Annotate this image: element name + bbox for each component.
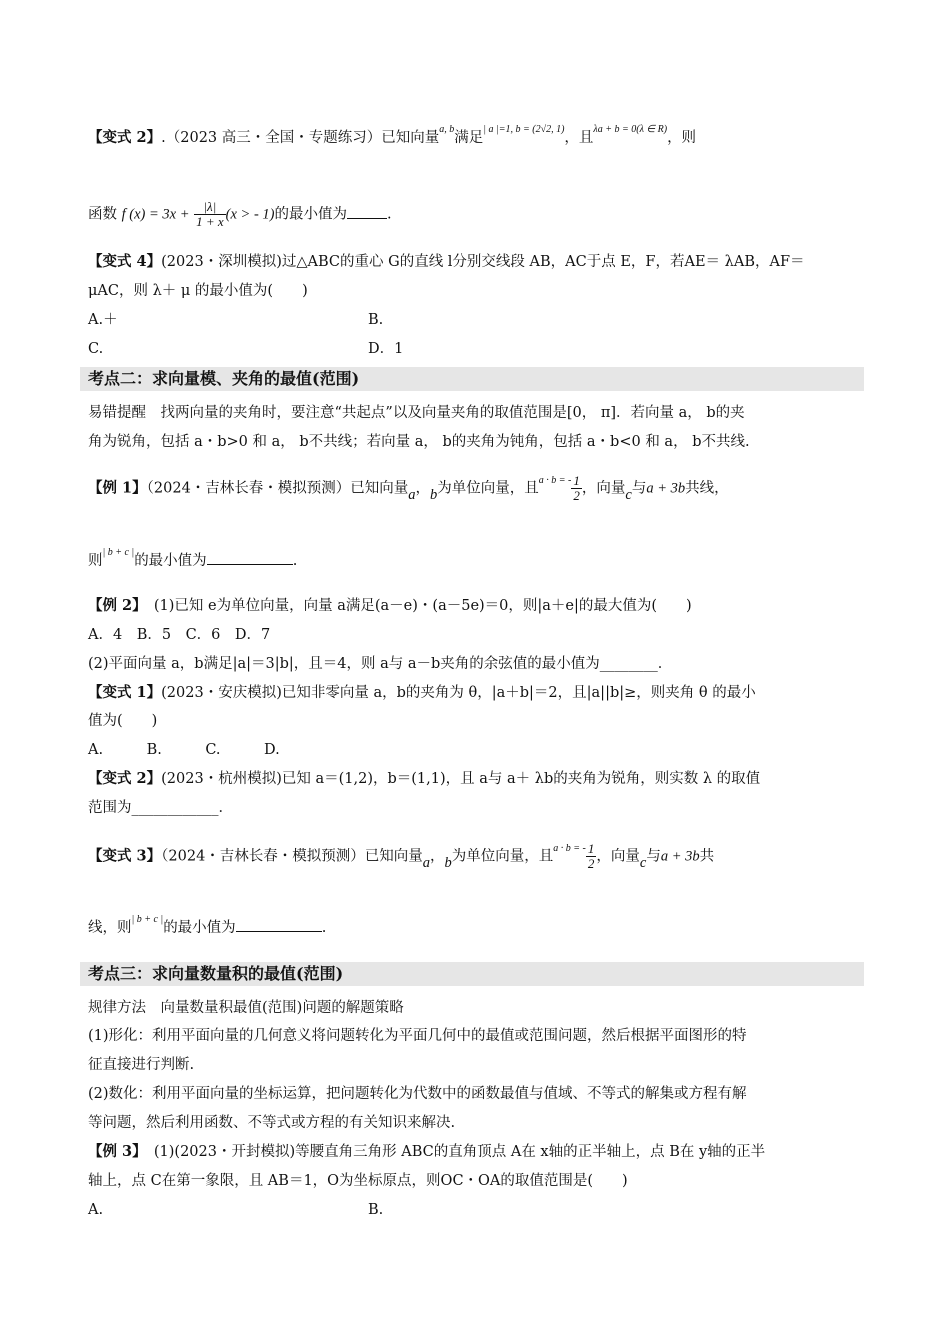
- example1-text1: （2024・吉林长春・模拟预测）已知向量: [146, 480, 409, 497]
- variant3-text2: 为单位向量，且: [451, 848, 554, 865]
- example1-text3: ，向量: [581, 480, 626, 497]
- variant4-text1: (2023・深圳模拟)过△ABC的重心 G的直线 l分别交线段 AB，AC于点 E，F，若AE＝ λAB，AF＝: [161, 254, 805, 270]
- method-title: 规律方法 向量数量积最值(范围)问题的解题策略: [88, 1000, 404, 1016]
- function-prefix: 函数: [88, 206, 117, 223]
- abs-b-plus-c: | b + c |: [131, 914, 164, 925]
- function-expression: f (x) = 3x +: [121, 206, 190, 223]
- variant2b-line2: 范围为____________．: [88, 800, 233, 816]
- method-line2: (1)形化：利用平面向量的几何意义将问题转化为平面几何中的最值或范围问题，然后根据平面图形的特: [88, 1028, 747, 1044]
- fraction-numerator: 1: [587, 841, 595, 856]
- variant1-line1: [88, 683, 756, 703]
- variant1-tag: 【变式 1】: [88, 684, 162, 701]
- lambda-fraction: [194, 200, 226, 229]
- option-a: A.: [88, 1202, 104, 1218]
- variant2-text4: ，则: [667, 130, 697, 146]
- variant3-line1: [88, 842, 714, 871]
- fraction-denominator: 2: [587, 856, 595, 871]
- example2-tag: 【例 2】: [88, 597, 140, 614]
- option-d: D．1: [368, 341, 404, 357]
- condition-1: | a |=1, b = (2√2, 1): [483, 124, 565, 135]
- example1-line1: [88, 474, 729, 503]
- vector-c: c: [639, 854, 647, 871]
- dot-product: a · b = -: [553, 842, 586, 854]
- tip-line1: 易错提醒 找两向量的夹角时，要注意“共起点”以及向量夹角的取值范围是[0， π]．若向量 a， b的夹: [88, 405, 745, 421]
- period: .: [387, 206, 392, 223]
- vector-b: b: [430, 486, 438, 503]
- vector-a: a: [408, 486, 416, 503]
- variant3-prefix: 线，则: [88, 920, 132, 936]
- option-b: B.: [368, 1202, 384, 1218]
- example1-line2: [88, 547, 298, 573]
- variant3-tag: 【变式 3】: [88, 847, 162, 865]
- variant3-text4: 与: [646, 848, 661, 865]
- separator: ，: [430, 848, 445, 865]
- example3-line1: [88, 1142, 765, 1162]
- fraction-denominator: 1 + x: [196, 214, 224, 229]
- section-2-title: 考点二：求向量模、夹角的最值(范围): [80, 367, 864, 391]
- fraction-numerator: 1: [573, 473, 580, 488]
- variant3-text5: 共: [699, 848, 715, 865]
- example1-suffix: 的最小值为: [134, 553, 207, 569]
- option-b: B.: [368, 312, 384, 328]
- option-a: A.＋: [88, 312, 118, 328]
- example2-text1: (1)已知 e为单位向量，向量 a满足(a－e)・(a－5e)＝0，则|a＋e|的最大值为( ): [139, 598, 692, 614]
- variant4-line1: [88, 252, 805, 272]
- variant3-text3: ，向量: [596, 848, 640, 865]
- example1-text5: 共线，: [685, 480, 729, 497]
- example2-line1: [88, 596, 692, 616]
- tip-line2: 角为锐角，包括 a・b>0 和 a， b不共线；若向量 a， b的夹角为钝角，包括 a・b<0 和 a， b不共线.: [88, 434, 750, 450]
- variant1-options: A. B. C. D.: [88, 742, 280, 758]
- example1-text4: 与: [631, 480, 647, 497]
- variant2-top-line1: [88, 124, 697, 150]
- example1-text2: 为单位向量，且: [437, 480, 539, 497]
- abs-b-plus-c: | b + c |: [102, 547, 135, 558]
- example3-text1: (1)(2023・开封模拟)等腰直角三角形 ABC的直角顶点 A在 x轴的正半轴上，点 B在 y轴的正半: [139, 1144, 766, 1160]
- function-suffix: 的最小值为: [274, 206, 347, 223]
- section-3-title: 考点三：求向量数量积的最值(范围): [80, 962, 864, 986]
- variant2-text2: 满足: [454, 130, 484, 146]
- dot-product: a · b = -: [538, 474, 572, 486]
- vector-b: b: [444, 854, 452, 871]
- variant2-top-line2: [88, 200, 392, 229]
- variant3-text1: （2024・吉林长春・模拟预测）已知向量: [161, 848, 423, 865]
- vector-c: c: [625, 486, 632, 503]
- fraction-numerator: |λ|: [194, 200, 226, 215]
- method-line3: 征直接进行判断.: [88, 1057, 195, 1073]
- vector-a-plus-3b: a + 3b: [660, 848, 700, 865]
- variant3-line2: [88, 914, 327, 940]
- separator: ，: [415, 480, 431, 497]
- vector-a: a: [422, 854, 431, 871]
- variant2b-tag: 【变式 2】: [88, 770, 162, 787]
- example1-tag: 【例 1】: [88, 479, 147, 497]
- method-line4: (2)数化：利用平面向量的坐标运算，把问题转化为代数中的函数最值与值域、不等式的解集或方程有解: [88, 1086, 747, 1102]
- answer-blank[interactable]: [236, 917, 322, 932]
- vector-ab: a, b: [439, 124, 455, 135]
- variant2-text1: .（2023 高三・全国・专题练习）已知向量: [161, 130, 440, 146]
- example2-options: A．4 B．5 C．6 D．7: [88, 627, 271, 643]
- function-domain: (x > - 1): [225, 206, 275, 223]
- variant3-suffix: 的最小值为: [163, 920, 236, 936]
- answer-blank[interactable]: [207, 550, 293, 565]
- example3-line2: 轴上，点 C在第一象限，且 AB＝1，O为坐标原点，则OC・OA的取值范围是( ): [88, 1173, 628, 1189]
- answer-blank[interactable]: [347, 204, 387, 219]
- fraction-denominator: 2: [573, 488, 580, 503]
- variant2-tag: 【变式 2】: [88, 129, 162, 146]
- variant4-tag: 【变式 4】: [88, 253, 162, 270]
- period: .: [321, 920, 327, 936]
- example3-tag: 【例 3】: [88, 1143, 140, 1160]
- method-line5: 等问题，然后利用函数、不等式或方程的有关知识来解决.: [88, 1115, 456, 1131]
- example2-part2: (2)平面向量 a，b满足|a|＝3|b|，且＝4，则 a与 a－b夹角的余弦值的最小值为________．: [88, 656, 673, 672]
- variant1-line2: 值为( ): [88, 713, 158, 729]
- condition-2: λa + b = 0(λ ∈ R): [593, 124, 668, 135]
- half-fraction: [571, 474, 582, 503]
- variant2b-line1: [88, 769, 760, 789]
- variant4-line2: μAC，则 λ＋ μ 的最小值为( ): [88, 283, 308, 299]
- half-fraction: [586, 842, 597, 871]
- variant1-text1: (2023・安庆模拟)已知非零向量 a，b的夹角为 θ，|a＋b|＝2，且|a||b|≥，则夹角 θ 的最小: [161, 685, 756, 701]
- vector-a-plus-3b: a + 3b: [646, 480, 686, 497]
- variant2-text3: ，且: [564, 130, 594, 146]
- example1-prefix: 则: [88, 553, 103, 569]
- option-c: C.: [88, 341, 104, 357]
- variant2b-text1: (2023・杭州模拟)已知 a＝(1,2)，b＝(1,1)，且 a与 a＋ λb的夹角为锐角，则实数 λ 的取值: [161, 771, 761, 787]
- period: .: [292, 553, 298, 569]
